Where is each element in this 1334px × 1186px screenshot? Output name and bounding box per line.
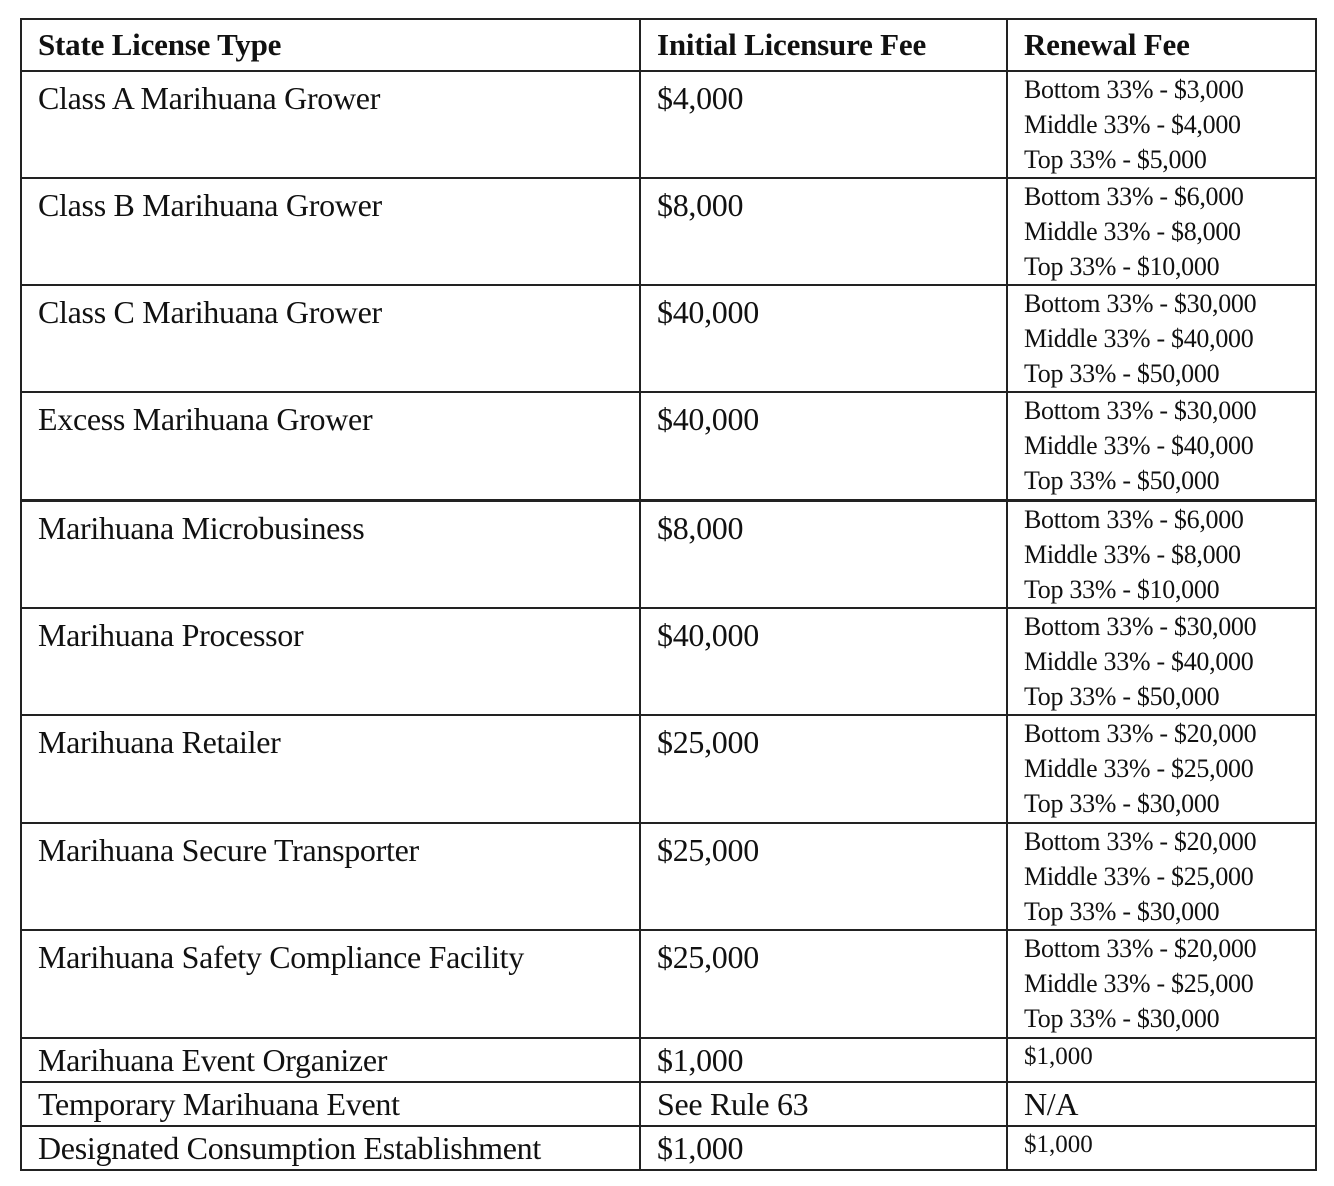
- renewal-fee-cell: [1007, 501, 1316, 608]
- license-type-cell: Temporary Marihuana Event: [21, 1082, 640, 1126]
- renewal-fee-cell: $1,000: [1007, 1038, 1316, 1082]
- renewal-tier-top: Top 33% - $30,000: [1024, 897, 1220, 926]
- license-type-cell: Marihuana Microbusiness: [21, 501, 640, 608]
- initial-fee-cell: $4,000: [640, 71, 1007, 178]
- initial-fee-cell: $8,000: [640, 178, 1007, 285]
- renewal-tier-bottom: Bottom 33% - $3,000: [1024, 75, 1244, 104]
- renewal-tier-top: Top 33% - $10,000: [1024, 575, 1220, 604]
- initial-fee-cell: $25,000: [640, 823, 1007, 930]
- initial-fee-cell: $40,000: [640, 608, 1007, 715]
- table-row: [21, 285, 1316, 392]
- initial-fee-cell: $1,000: [640, 1126, 1007, 1170]
- license-type-cell: Marihuana Secure Transporter: [21, 823, 640, 930]
- license-type-cell: Marihuana Processor: [21, 608, 640, 715]
- table-row: [21, 715, 1316, 823]
- initial-fee-cell: $40,000: [640, 285, 1007, 392]
- renewal-tier-middle: Middle 33% - $40,000: [1024, 324, 1254, 353]
- table-row: [21, 1126, 1316, 1170]
- renewal-fee-cell: [1007, 608, 1316, 715]
- renewal-tier-bottom: Bottom 33% - $30,000: [1024, 612, 1257, 641]
- renewal-tier-middle: Middle 33% - $4,000: [1024, 110, 1241, 139]
- renewal-tier-middle: Middle 33% - $8,000: [1024, 217, 1241, 246]
- renewal-tier-middle: Middle 33% - $25,000: [1024, 862, 1254, 891]
- table-row: [21, 823, 1316, 930]
- table-row: [21, 1038, 1316, 1082]
- renewal-tier-bottom: Bottom 33% - $6,000: [1024, 505, 1244, 534]
- table-row: [21, 71, 1316, 178]
- renewal-tier-bottom: Bottom 33% - $30,000: [1024, 396, 1257, 425]
- table-header-row: [21, 19, 1316, 71]
- initial-fee-cell: $25,000: [640, 715, 1007, 823]
- renewal-fee-cell: $1,000: [1007, 1126, 1316, 1170]
- renewal-tier-bottom: Bottom 33% - $30,000: [1024, 289, 1257, 318]
- license-type-cell: Marihuana Safety Compliance Facility: [21, 930, 640, 1038]
- table-row: [21, 392, 1316, 500]
- renewal-tier-bottom: Bottom 33% - $20,000: [1024, 934, 1257, 963]
- table-row: [21, 178, 1316, 285]
- header-renewal-fee: Renewal Fee: [1007, 19, 1316, 71]
- renewal-fee-cell: [1007, 285, 1316, 392]
- license-type-cell: Class C Marihuana Grower: [21, 285, 640, 392]
- initial-fee-cell: $8,000: [640, 501, 1007, 608]
- renewal-fee-cell: [1007, 178, 1316, 285]
- header-license-type: State License Type: [21, 19, 640, 71]
- renewal-fee-cell: [1007, 715, 1316, 823]
- renewal-tier-top: Top 33% - $50,000: [1024, 466, 1220, 495]
- renewal-tier-bottom: Bottom 33% - $20,000: [1024, 719, 1257, 748]
- table-row: [21, 501, 1316, 608]
- header-initial-fee: Initial Licensure Fee: [640, 19, 1007, 71]
- license-type-cell: Class A Marihuana Grower: [21, 71, 640, 178]
- initial-fee-cell: $1,000: [640, 1038, 1007, 1082]
- renewal-tier-top: Top 33% - $50,000: [1024, 682, 1220, 711]
- renewal-tier-middle: Middle 33% - $8,000: [1024, 540, 1241, 569]
- renewal-fee-cell: N/A: [1007, 1082, 1316, 1126]
- table-row: [21, 930, 1316, 1038]
- renewal-tier-bottom: Bottom 33% - $6,000: [1024, 182, 1244, 211]
- license-fee-table-part-1: [20, 18, 1317, 501]
- license-type-cell: Marihuana Event Organizer: [21, 1038, 640, 1082]
- renewal-fee-cell: [1007, 392, 1316, 500]
- renewal-tier-top: Top 33% - $30,000: [1024, 1004, 1220, 1033]
- renewal-tier-middle: Middle 33% - $25,000: [1024, 754, 1254, 783]
- license-type-cell: Marihuana Retailer: [21, 715, 640, 823]
- renewal-tier-middle: Middle 33% - $25,000: [1024, 969, 1254, 998]
- initial-fee-cell: See Rule 63: [640, 1082, 1007, 1126]
- renewal-fee-cell: [1007, 71, 1316, 178]
- renewal-tier-top: Top 33% - $5,000: [1024, 145, 1207, 174]
- renewal-tier-top: Top 33% - $50,000: [1024, 359, 1220, 388]
- renewal-tier-middle: Middle 33% - $40,000: [1024, 431, 1254, 460]
- license-type-cell: Designated Consumption Establishment: [21, 1126, 640, 1170]
- renewal-tier-middle: Middle 33% - $40,000: [1024, 647, 1254, 676]
- initial-fee-cell: $25,000: [640, 930, 1007, 1038]
- renewal-tier-bottom: Bottom 33% - $20,000: [1024, 827, 1257, 856]
- renewal-tier-top: Top 33% - $30,000: [1024, 789, 1220, 818]
- license-fee-table-part-2: [20, 500, 1317, 1171]
- license-type-cell: Class B Marihuana Grower: [21, 178, 640, 285]
- renewal-fee-cell: [1007, 823, 1316, 930]
- table-row: [21, 1082, 1316, 1126]
- initial-fee-cell: $40,000: [640, 392, 1007, 500]
- renewal-fee-cell: [1007, 930, 1316, 1038]
- license-type-cell: Excess Marihuana Grower: [21, 392, 640, 500]
- renewal-tier-top: Top 33% - $10,000: [1024, 252, 1220, 281]
- table-row: [21, 608, 1316, 715]
